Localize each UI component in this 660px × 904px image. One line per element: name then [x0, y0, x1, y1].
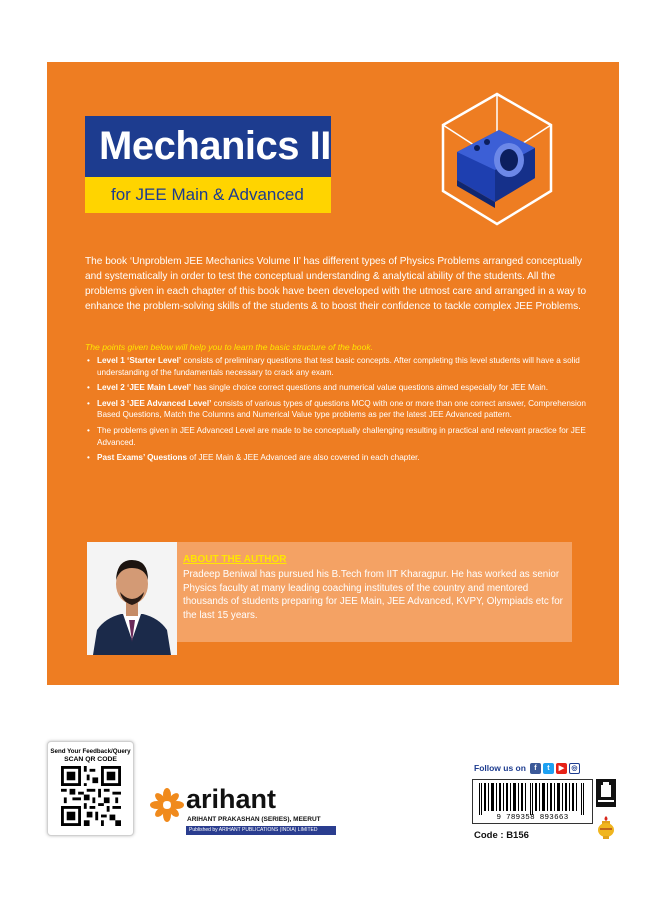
- points-intro: The points given below will help you to learn the basic structure of the book.: [85, 342, 374, 352]
- back-cover-panel: [47, 62, 619, 685]
- about-author-box: [177, 542, 572, 642]
- list-item-heading: Level 3 ‘JEE Advanced Level’: [97, 398, 212, 408]
- social-follow-bar: [474, 761, 582, 775]
- list-item-heading: Past Exams’ Questions: [97, 453, 188, 463]
- publisher-subtitle: ARIHANT PRAKASHAN (SERIES), MEERUT: [187, 816, 321, 823]
- publisher-emblem-icon: [596, 779, 616, 807]
- facebook-icon[interactable]: f: [530, 763, 541, 774]
- qr-feedback-label: Send Your Feedback/Query: [50, 748, 131, 755]
- list-item: [85, 398, 590, 421]
- qr-code-icon[interactable]: [61, 766, 121, 826]
- author-photo: [87, 542, 177, 655]
- follow-label: Follow us on: [474, 763, 526, 773]
- list-item: [85, 382, 590, 394]
- list-item-text: consists of preliminary questions that test basic concepts. After completing this level students will have a solid understanding of the fundamentals necessary to crack any exam.: [97, 356, 580, 377]
- barcode-icon: [473, 781, 592, 815]
- mechanics-cube-illustration: [437, 90, 557, 230]
- book-subtitle: for JEE Main & Advanced: [85, 177, 331, 213]
- about-author-heading: ABOUT THE AUTHOR: [183, 554, 287, 565]
- book-structure-list: [85, 355, 590, 468]
- book-title-block: [85, 116, 331, 213]
- isbn-barcode: [472, 779, 593, 824]
- book-description: The book ‘Unproblem JEE Mechanics Volume II’ has different types of Physics Problems arranged conceptually and systematically in order to test the conceptual understanding & analytical ability of the students. All the problems given in each chapter of this book have been developed with the utmost care and arranged in a way to enhance the problem-solving skills of the students & to boost their confidence to tackle complex JEE Problems.: [85, 256, 587, 312]
- twitter-icon[interactable]: t: [543, 763, 554, 774]
- list-item: [85, 425, 590, 448]
- feedback-qr-card[interactable]: [47, 741, 134, 836]
- arihant-logo: [150, 784, 340, 844]
- publisher-name: arihant: [186, 784, 277, 814]
- book-title: Mechanics II: [85, 116, 331, 177]
- kalash-icon: [597, 815, 615, 839]
- list-item-heading: Level 1 ‘Starter Level’: [97, 356, 182, 365]
- instagram-icon[interactable]: ◎: [569, 763, 580, 774]
- isbn-number: 9 789358 893663: [496, 814, 569, 822]
- list-item-text: consists of various types of questions MCQ with one or more than one correct answer, Comprehension Based Questions, Match the Columns and Numerical Value type problems as per the latest JEE Advanced pattern.: [97, 398, 586, 420]
- author-bio: Pradeep Beniwal has pursued his B.Tech from IIT Kharagpur. He has worked as senior Physics faculty at many leading coaching institutes of the country and mentored thousands of students preparing for JEE Main, JEE Advanced, KVPY, Olympiads etc for the last 15 years.: [183, 569, 563, 621]
- qr-scan-label: SCAN QR CODE: [64, 756, 117, 763]
- list-item-text: has single choice correct questions and numerical value questions aimed especially for JEE Main.: [191, 383, 548, 393]
- list-item: [85, 452, 590, 464]
- list-item-text: The problems given in JEE Advanced Level are made to be conceptually challenging resulting in practical and relevant practice for JEE Advanced.: [97, 425, 586, 447]
- publisher-strip: Published by ARIHANT PUBLICATIONS (INDIA) LIMITED: [186, 826, 336, 835]
- list-item-text: of JEE Main & JEE Advanced are also covered in each chapter.: [187, 453, 420, 463]
- book-code: Code : B156: [474, 830, 529, 841]
- youtube-icon[interactable]: ▶: [556, 763, 567, 774]
- list-item-heading: Level 2 ‘JEE Main Level’: [97, 383, 192, 393]
- arihant-flower-icon: [150, 788, 184, 822]
- list-item: [85, 355, 590, 378]
